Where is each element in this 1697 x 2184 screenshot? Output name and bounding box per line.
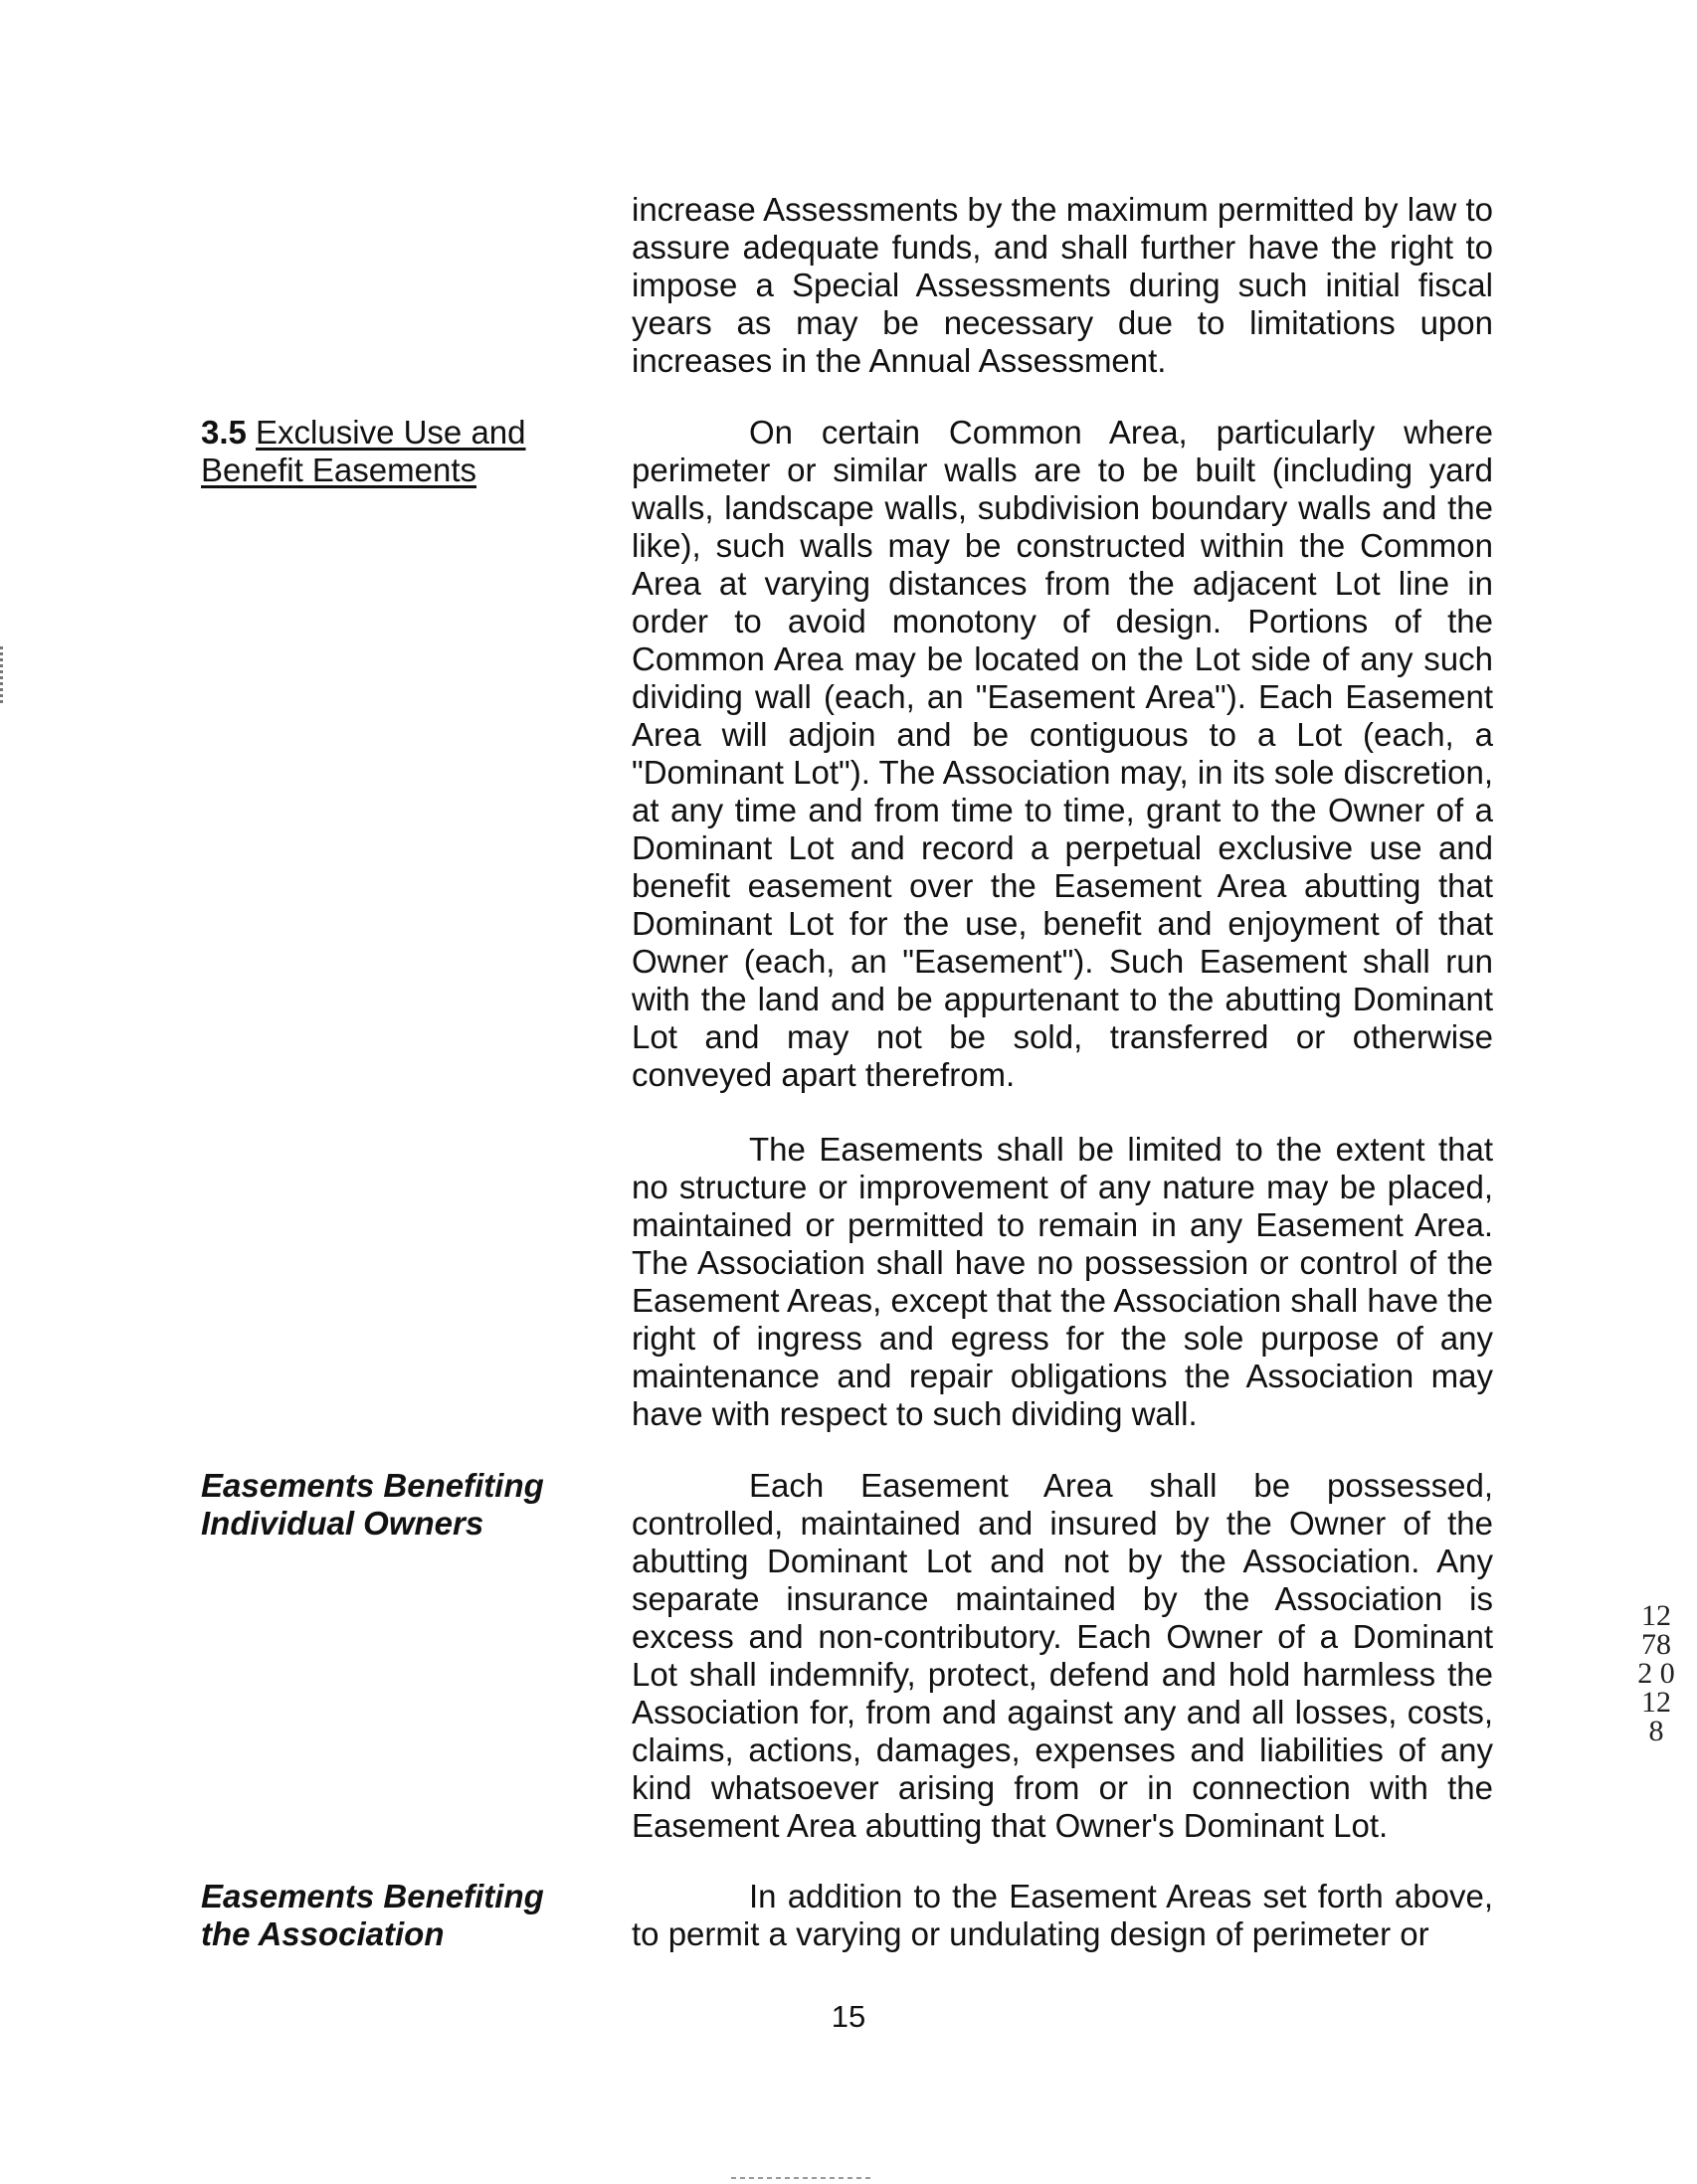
paragraph-owner-responsibility: Each Easement Area shall be possessed, controlled, maintained and insured by the Owner of the abutting Dominant Lot and not by the Association. Any separate insurance maintained by the Association is excess and non-contributory. Each Owner of a Dominant Lot shall indemnify, protect, defend and hold harmless the Association for, from and against any and all losses, costs, claims, actions, damages, expenses and liabilities of any kind whatsoever arising from or in connection with the Easement Area abutting that Owner's Dominant Lot. [632, 1467, 1493, 1844]
paragraph-association-easements: In addition to the Easement Areas set forth above, to permit a varying or undulating design of perimeter or [632, 1878, 1493, 1952]
paragraph-common-area-walls: On certain Common Area, particularly where perimeter or similar walls are to be built (including yard walls, landscape walls, subdivision boundary walls and the like), such walls may be constructed within the Common Area at varying distances from the adjacent Lot line in order to avoid monotony of design. Portions of the Common Area may be located on the Lot side of any such dividing wall (each, an "Easement Area"). Each Easement Area will adjoin and be contiguous to a Lot (each, a "Dominant Lot"). The Association may, in its sole discretion, at any time and from time to time, grant to the Owner of a Dominant Lot and record a perpetual exclusive use and benefit easement over the Easement Area abutting that Dominant Lot for the use, benefit and enjoyment of that Owner (each, an "Easement"). Such Easement shall run with the land and be appurtenant to the abutting Dominant Lot and may not be sold, transferred or otherwise conveyed apart therefrom. [632, 414, 1493, 1093]
section-heading-exclusive-use [201, 414, 599, 489]
heading-easements-association [201, 1878, 599, 1953]
heading-individual-line2: Individual Owners [201, 1505, 484, 1542]
page-number: 15 [831, 1999, 866, 2034]
paragraph-easement-limits: The Easements shall be limited to the extent that no structure or improvement of any nature may be placed, maintained or permitted to remain in any Easement Area. The Association shall have no possession or control of the Easement Areas, except that the Association shall have the right of ingress and egress for the sole purpose of any maintenance and repair obligations the Association may have with respect to such dividing wall. [632, 1131, 1493, 1432]
heading-association-line1: Easements Benefiting [201, 1878, 544, 1914]
paragraph-assessments-continued: increase Assessments by the maximum permitted by law to assure adequate funds, and shall further have the right to impose a Special Assessments during such initial fiscal years as may be necessary due to limitations upon increases in the Annual Assessment. [632, 191, 1493, 379]
section-title-line1: Exclusive Use and [256, 414, 526, 451]
section-title-line2: Benefit Easements [201, 452, 476, 488]
recording-stamp: 12782 0128 [1637, 1599, 1675, 1747]
scan-edge-mark [0, 646, 3, 706]
heading-association-line2: the Association [201, 1915, 445, 1952]
heading-individual-line1: Easements Benefiting [201, 1467, 544, 1504]
heading-easements-individual-owners [201, 1467, 599, 1543]
section-number: 3.5 [201, 414, 247, 451]
scan-bottom-mark [731, 2177, 870, 2179]
